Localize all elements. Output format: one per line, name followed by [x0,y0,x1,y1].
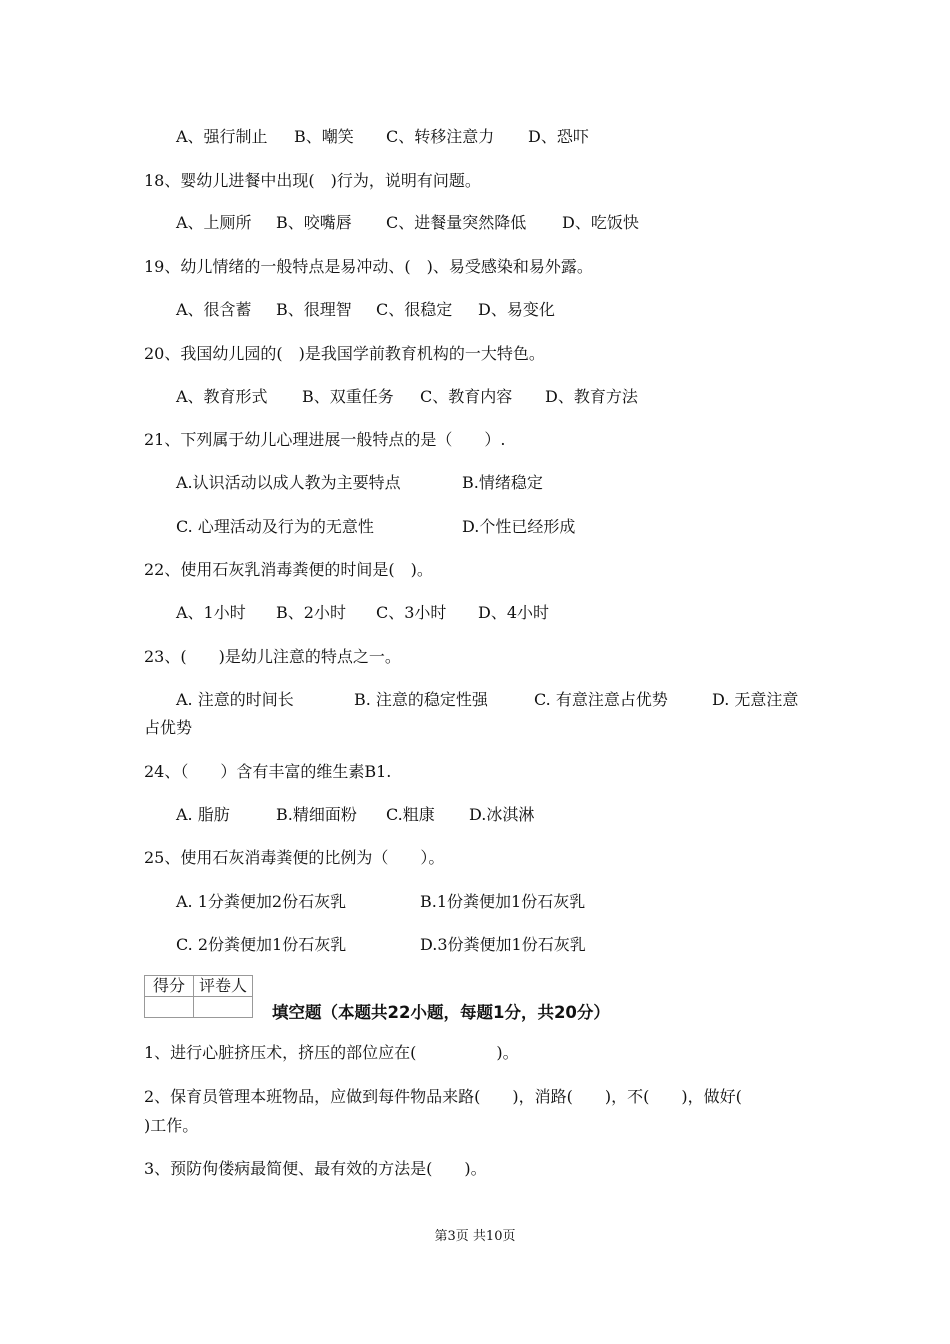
fill-q3: 3、预防佝偻病最简便、最有效的方法是( )。 [144,1159,487,1178]
q22-option-b: B、2小时 [276,603,346,622]
q24-stem: 24、（ ）含有丰富的维生素B1. [144,762,392,781]
q20-option-a: A、教育形式 [176,387,268,406]
reviewer-label: 评卷人 [194,976,253,997]
q25-option-b: B.1份粪便加1份石灰乳 [420,892,586,911]
q21-option-c: C. 心理活动及行为的无意性 [176,517,374,536]
q17-option-b: B、嘲笑 [294,127,354,146]
q25-option-a: A. 1分粪便加2份石灰乳 [176,892,347,911]
q17-option-a: A、强行制止 [176,127,268,146]
reviewer-cell [194,997,253,1018]
q19-option-a: A、很含蓄 [176,300,252,319]
q18-option-b: B、咬嘴唇 [276,213,352,232]
q21-stem: 21、下列属于幼儿心理进展一般特点的是（ ）. [144,430,506,449]
score-label: 得分 [145,976,194,997]
q20-option-c: C、教育内容 [420,387,513,406]
q17-option-c: C、转移注意力 [386,127,495,146]
q21-option-d: D.个性已经形成 [462,517,576,536]
q22-option-d: D、4小时 [478,603,550,622]
score-box [144,975,253,1018]
fill-q2-line2: )工作。 [144,1116,199,1135]
q23-option-d-wrap: 占优势 [144,718,193,737]
q19-option-b: B、很理智 [276,300,352,319]
fill-q1: 1、进行心脏挤压术，挤压的部位应在( )。 [144,1043,519,1062]
q25-stem: 25、使用石灰消毒粪便的比例为（ ）。 [144,848,445,867]
q20-stem: 20、我国幼儿园的( )是我国学前教育机构的一大特色。 [144,344,545,363]
page-footer: 第3页 共10页 [434,1229,516,1244]
q19-option-c: C、很稳定 [376,300,453,319]
q20-option-d: D、教育方法 [545,387,638,406]
q25-option-c: C. 2份粪便加1份石灰乳 [176,935,347,954]
q25-option-d: D.3份粪便加1份石灰乳 [420,935,586,954]
q18-option-d: D、吃饭快 [562,213,639,232]
q22-stem: 22、使用石灰乳消毒粪便的时间是( )。 [144,560,433,579]
q24-option-c: C.粗康 [386,805,435,824]
q19-option-d: D、易变化 [478,300,555,319]
q20-option-b: B、双重任务 [302,387,394,406]
q22-option-a: A、1小时 [176,603,246,622]
q18-option-a: A、上厕所 [176,213,252,232]
q24-option-d: D.冰淇淋 [469,805,535,824]
score-cell [145,997,194,1018]
q24-option-a: A. 脂肪 [176,805,230,824]
q24-option-b: B.精细面粉 [276,805,357,824]
section-title: 填空题（本题共22小题，每题1分，共20分） [272,1003,610,1022]
q17-option-d: D、恐吓 [528,127,589,146]
q21-option-a: A.认识活动以成人教为主要特点 [176,473,401,492]
q19-stem: 19、幼儿情绪的一般特点是易冲动、( )、易受感染和易外露。 [144,257,593,276]
q23-option-d: D. 无意注意 [712,690,799,709]
q18-option-c: C、进餐量突然降低 [386,213,527,232]
q23-option-a: A. 注意的时间长 [176,690,294,709]
fill-q2-line1: 2、保育员管理本班物品，应做到每件物品来路( )，消路( )，不( )，做好( [144,1087,742,1106]
q22-option-c: C、3小时 [376,603,447,622]
q23-option-b: B. 注意的稳定性强 [354,690,488,709]
q23-stem: 23、( )是幼儿注意的特点之一。 [144,647,401,666]
q23-option-c: C. 有意注意占优势 [534,690,668,709]
q18-stem: 18、婴幼儿进餐中出现( )行为，说明有问题。 [144,171,481,190]
q21-option-b: B.情绪稳定 [462,473,543,492]
